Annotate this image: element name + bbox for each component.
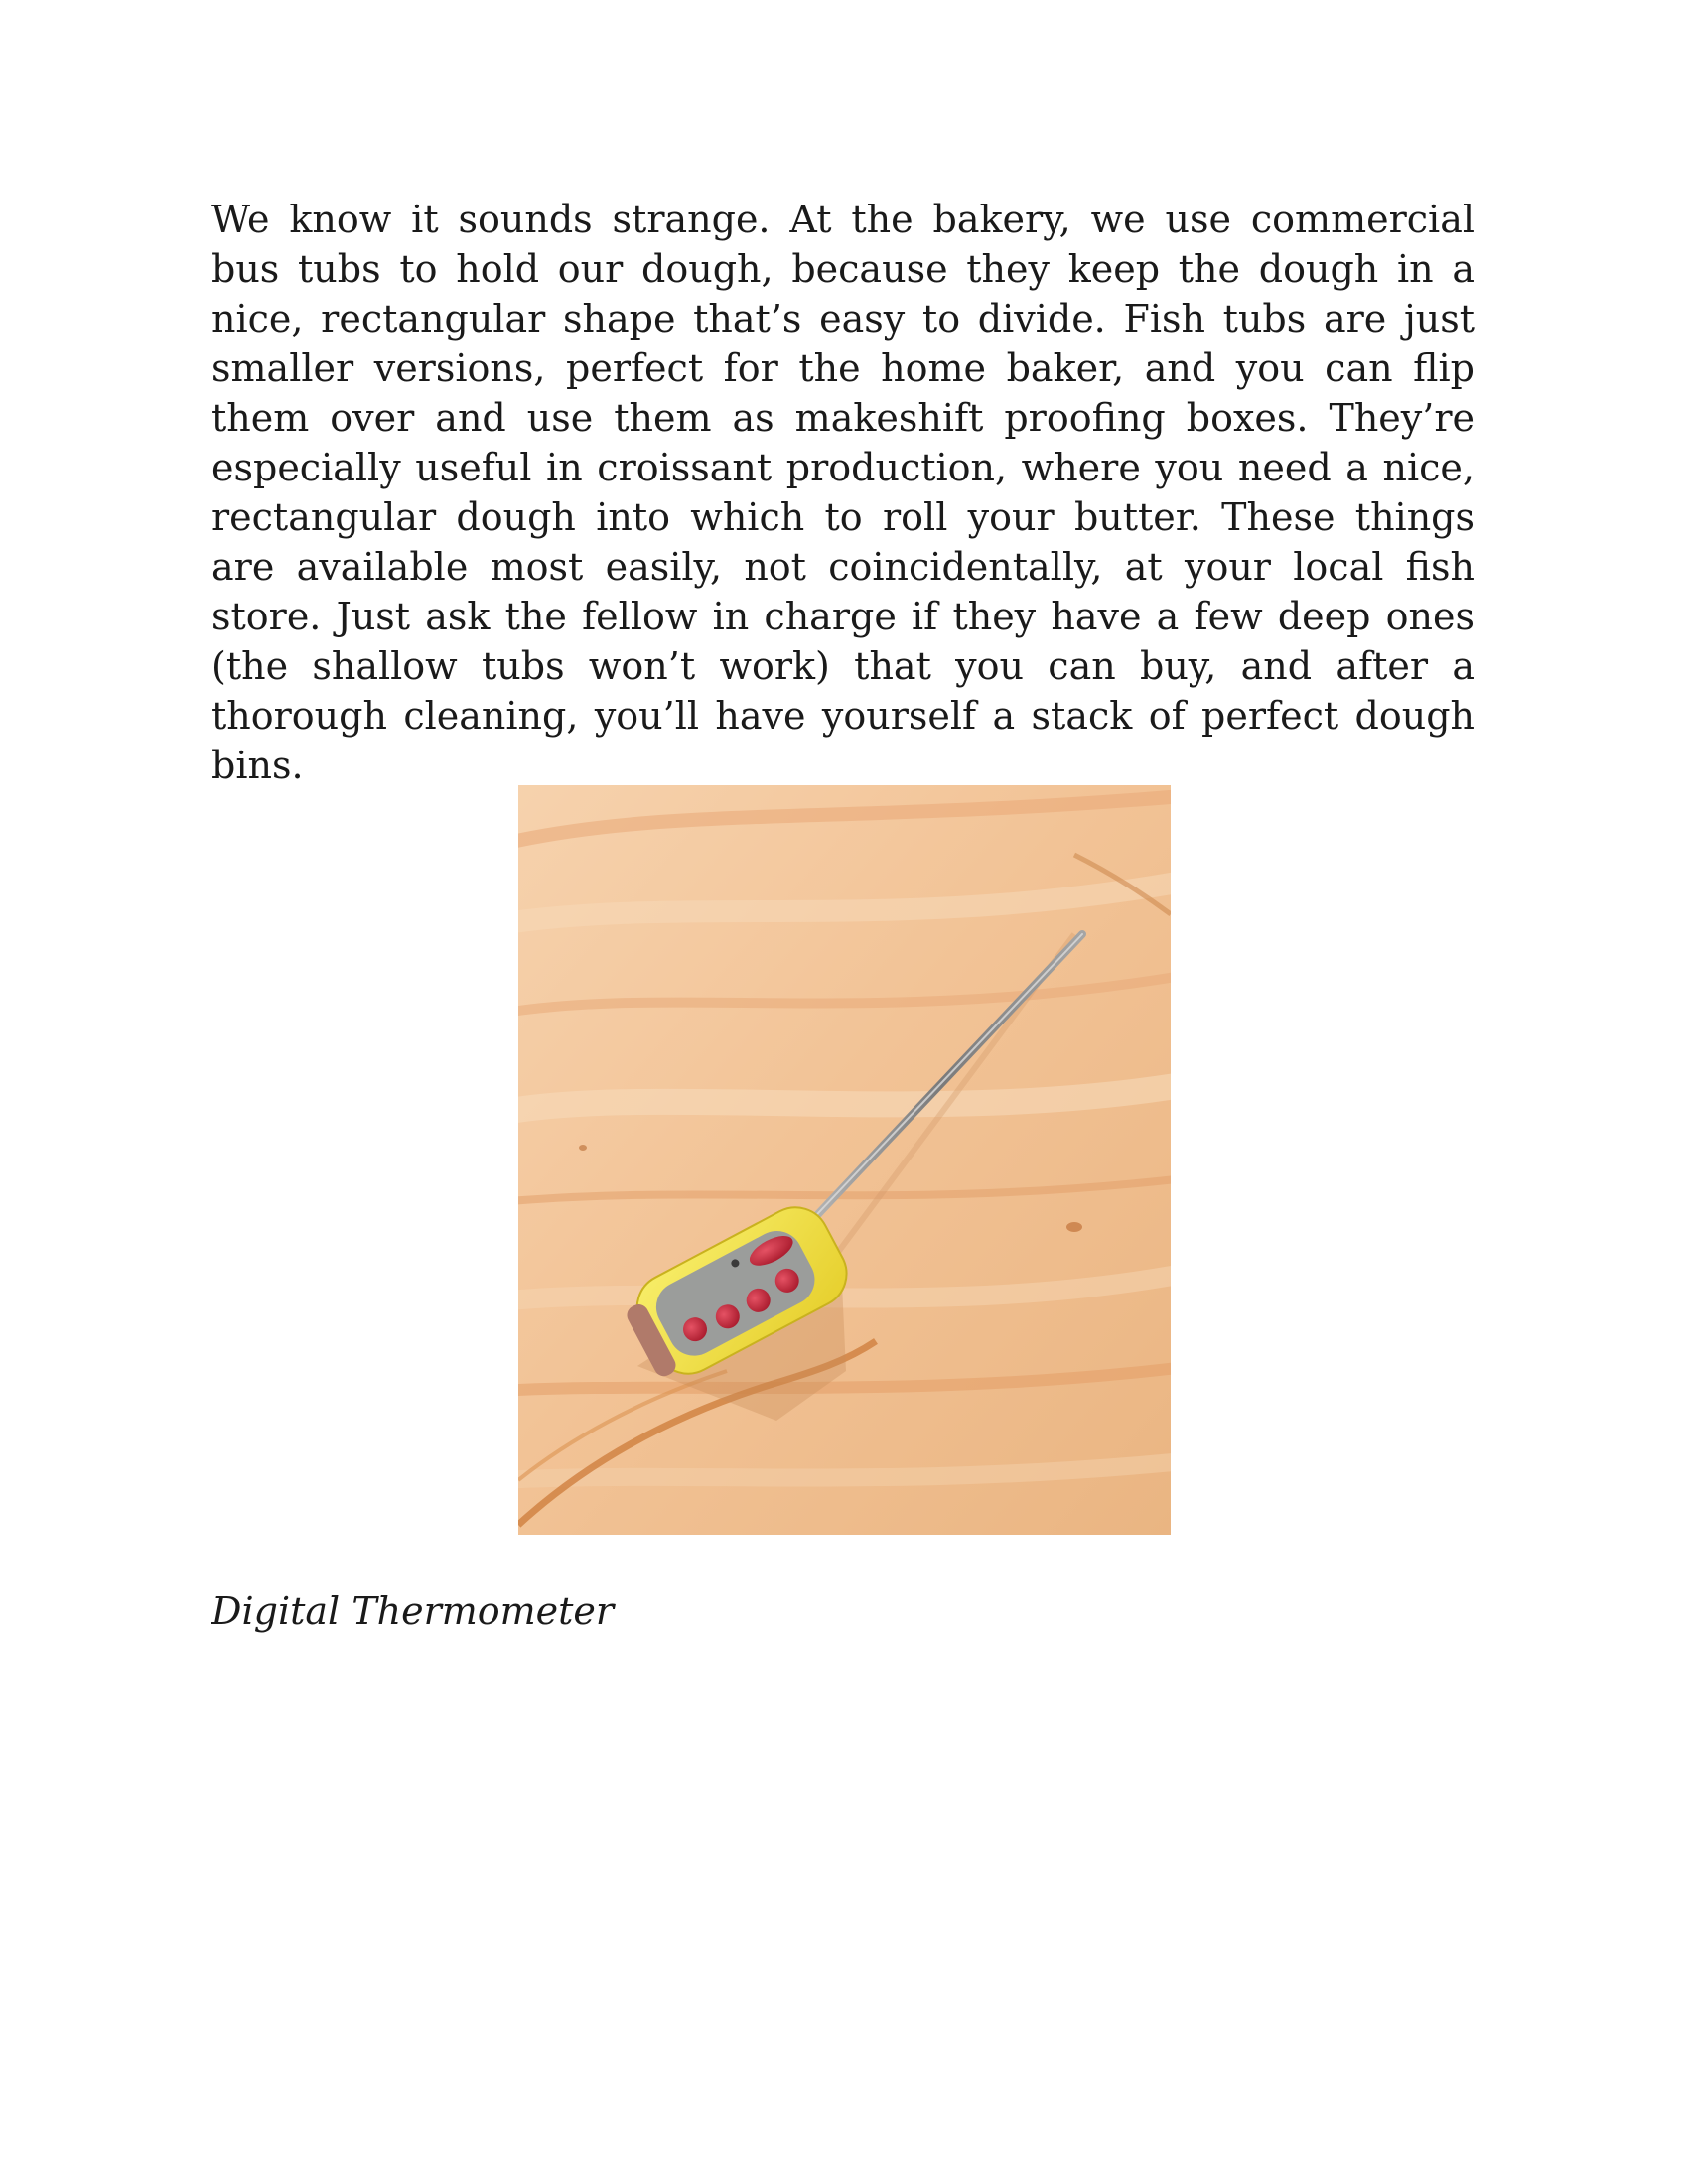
thermometer-illustration — [518, 785, 1171, 1535]
figure-caption: Digital Thermometer — [211, 1589, 615, 1633]
body-paragraph: We know it sounds strange. At the bakery, we use commercial bus tubs to hold our dough, because they keep the dough in a nice, rectangular shape that’s easy to divide. Fish tubs are just smaller versions, perfect for the home baker, and you can flip them over and use them as makeshift proofing boxes. They’re especially useful in croissant production, where you need a nice, rectangular dough into which to roll your butter. These things are available most easily, not coincidentally, at your local fish store. Just ask the fellow in charge if they have a few deep ones (the shallow tubs won’t work) that you can buy, and after a thorough cleaning, you’ll have yourself a stack of perfect dough bins. — [211, 198, 1475, 787]
digital-thermometer-photo — [518, 785, 1171, 1535]
